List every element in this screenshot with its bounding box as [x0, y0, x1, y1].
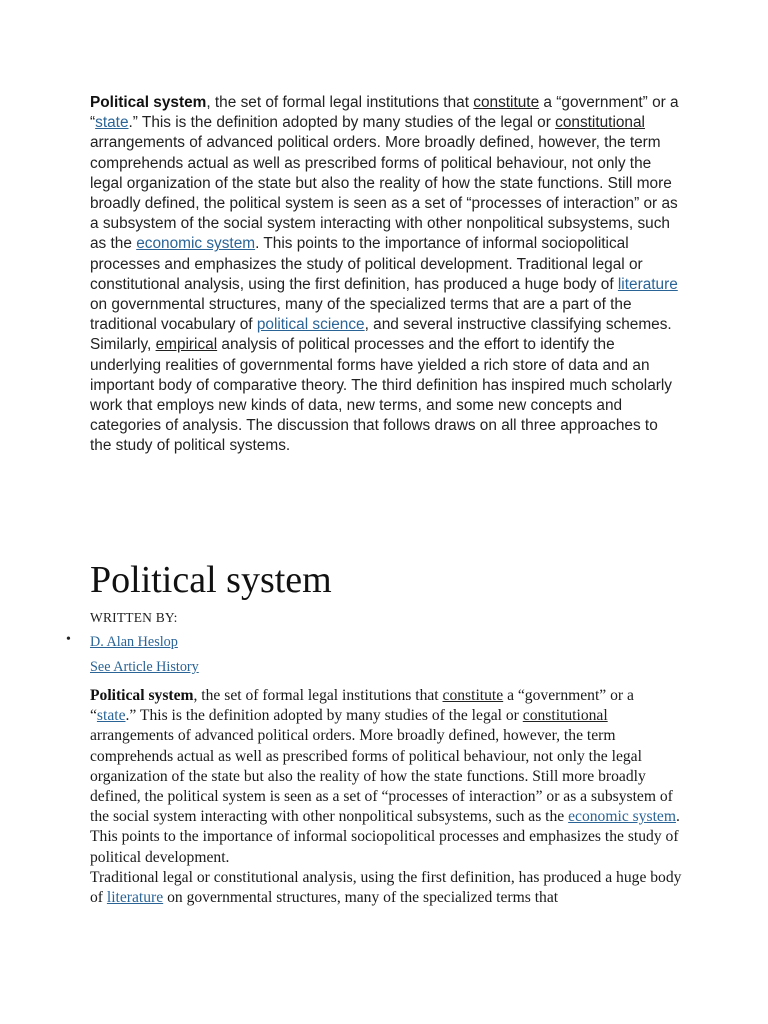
author-link[interactable]: D. Alan Heslop — [90, 634, 178, 650]
body2-text-2: on governmental structures, many of the specialized terms that — [163, 889, 559, 907]
article-history-link[interactable]: See Article History — [90, 659, 199, 675]
constitutional-link[interactable]: constitutional — [555, 114, 645, 132]
body-paragraph-2 — [90, 868, 682, 908]
intro-paragraph — [90, 93, 680, 335]
political-science-link[interactable]: political science — [256, 316, 365, 334]
article-title: Political system — [90, 559, 332, 601]
body-text-1: , the set of formal legal institutions that — [193, 687, 443, 704]
body-literature-link[interactable]: literature — [106, 889, 164, 907]
body-state-link[interactable]: state — [96, 707, 126, 725]
intro2-text-1: Similarly, — [90, 336, 156, 354]
body-text-2: a “government” or a “ — [90, 687, 634, 725]
intro-text-5: . This points to the importance of informal sociopolitical processes and emphasizes the study of political development. Traditional legal or constitutional analysis, using the first definition, has produced a huge body of — [90, 235, 643, 293]
body-text-4: arrangements of advanced political orders. More broadly defined, however, the term comprehends actual as well as prescribed forms of political behaviour, not only the legal organization of the state but also the reality of how the state functions. Still more broadly defined, the political system is seen as a set of “processes of interaction” or as a subsystem of the social system interacting with other nonpolitical subsystems, such as the — [90, 727, 673, 826]
literature-link[interactable]: literature — [617, 275, 678, 293]
intro-text-3: .” This is the definition adopted by many studies of the legal or — [128, 114, 556, 132]
bullet-marker: • — [66, 632, 71, 647]
economic-system-link[interactable]: economic system — [136, 235, 256, 253]
intro2-text-2: analysis of political processes and the effort to identify the underlying realities of governmental forms have yielded a rich store of data and an important body of comparative theory. The third definition has inspired much scholarly work that employs new kinds of data, new terms, and some new concepts and categories of analysis. The discussion that follows draws on all three approaches to the study of political systems. — [90, 336, 673, 455]
intro-section — [90, 93, 680, 457]
body-term: Political system — [90, 687, 194, 704]
intro-term: Political system — [90, 94, 207, 111]
written-by-label: WRITTEN BY: — [90, 610, 178, 625]
empirical-link[interactable]: empirical — [155, 336, 218, 354]
intro-text-4: arrangements of advanced political orders. More broadly defined, however, the term comprehends actual as well as prescribed forms of political behaviour, not only the legal organization of the state but also the reality of how the state functions. Still more broadly defined, the political system is seen as a set of “processes of interaction” or as a subsystem of the social system interacting with other nonpolitical subsystems, such as the — [90, 134, 678, 253]
body-constitutional-link[interactable]: constitutional — [522, 707, 608, 725]
intro-paragraph-2 — [90, 335, 680, 456]
body-economic-system-link[interactable]: economic system — [568, 808, 676, 826]
constitute-link[interactable]: constitute — [473, 94, 540, 111]
intro-text-7: , and several instructive classifying schemes. — [364, 316, 672, 334]
intro-text-2: a “government” or a “ — [90, 94, 679, 132]
article-body — [90, 686, 682, 908]
body-text-5: . This points to the importance of informal sociopolitical processes and emphasizes the study of political development. — [90, 808, 680, 866]
body-paragraph-1 — [90, 686, 682, 868]
intro-text-6: on governmental structures, many of the specialized terms that are a part of the traditional vocabulary of — [90, 296, 632, 334]
body-constitute-link[interactable]: constitute — [442, 687, 504, 704]
body2-text-1: Traditional legal or constitutional analysis, using the first definition, has produced a huge body of — [90, 868, 682, 907]
body-text-3: .” This is the definition adopted by many studies of the legal or — [125, 707, 523, 725]
intro-text-1: , the set of formal legal institutions that — [206, 94, 474, 111]
state-link[interactable]: state — [95, 114, 129, 132]
